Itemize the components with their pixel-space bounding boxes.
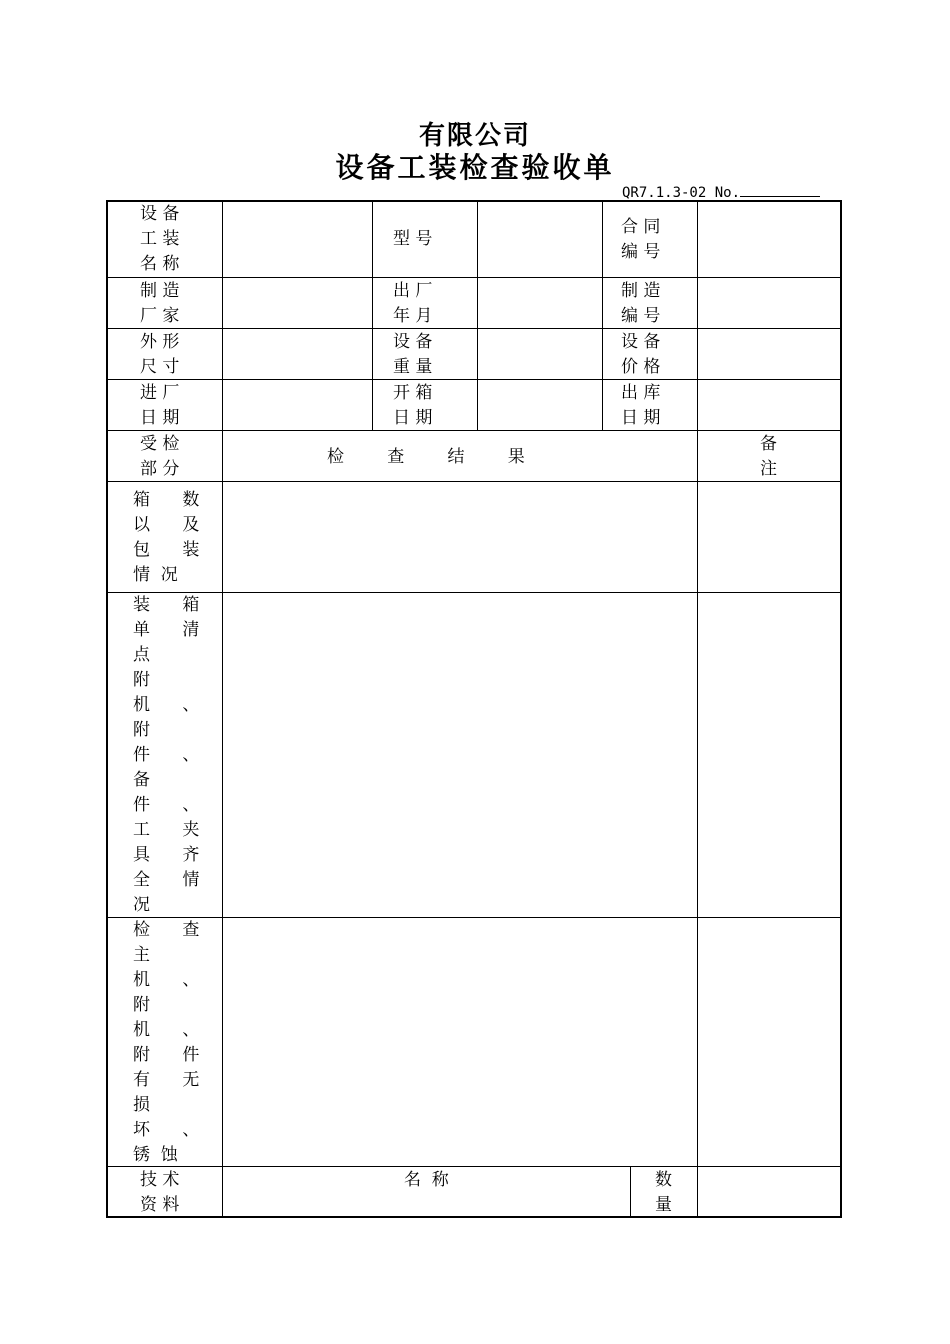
label-price: 设 备 价 格 [621,332,661,377]
label-doc-name: 名 称 [404,1170,449,1190]
form-title: 设备工装检查验收单 [335,151,615,184]
label-serial-no: 制 造 编 号 [621,281,661,326]
company-name: 有限公司 [418,121,531,151]
label-equipment-name: 设 备 工 装 名 称 [140,204,180,274]
label-weight: 设 备 重 量 [393,332,433,377]
label-production-date: 出 厂 年 月 [393,281,433,326]
inspection-table [106,200,842,1218]
row-divider [107,592,842,593]
row-divider [107,1166,842,1167]
form-code-text: QR7.1.3-02 No. [622,185,741,201]
label-dimensions: 外 形 尺 寸 [140,332,180,377]
col-divider [222,201,223,1217]
row-divider [107,328,842,329]
row-divider [107,917,842,918]
label-model: 型 号 [393,229,433,249]
label-contract-no: 合 同 编 号 [621,217,661,262]
col-divider [372,201,373,430]
label-inspection-result: 检 查 结 果 [327,447,525,467]
row-divider [107,430,842,431]
label-damage-check: 检 查 主 机 、 附 机 、 附 件 有 无 损 坏 、 锈 蚀 [133,920,200,1165]
label-technical-docs: 技 术 资 料 [140,1170,180,1215]
label-inspected-part: 受 检 部 分 [140,434,180,479]
label-manufacturer: 制 造 厂 家 [140,281,180,326]
label-arrival-date: 进 厂 日 期 [140,383,180,428]
label-outbound-date: 出 库 日 期 [621,383,661,428]
row-divider [107,379,842,380]
col-divider [477,201,478,430]
col-divider [602,201,603,430]
col-divider [630,1166,631,1217]
form-number-blank[interactable] [740,182,820,197]
label-packing-condition: 箱 数 以 及 包 装 情 况 [133,490,200,585]
row-divider [107,481,842,482]
col-divider [697,201,698,1217]
row-divider [107,277,842,278]
label-packing-list-check: 装 箱 单 清 点 附 机 、 附 件 、 备 件 、 工 夹 具 齐 全 情 况 [133,595,200,915]
label-unpacking-date: 开 箱 日 期 [393,383,433,428]
label-remark: 备 注 [760,434,777,479]
label-quantity: 数 量 [655,1170,672,1215]
